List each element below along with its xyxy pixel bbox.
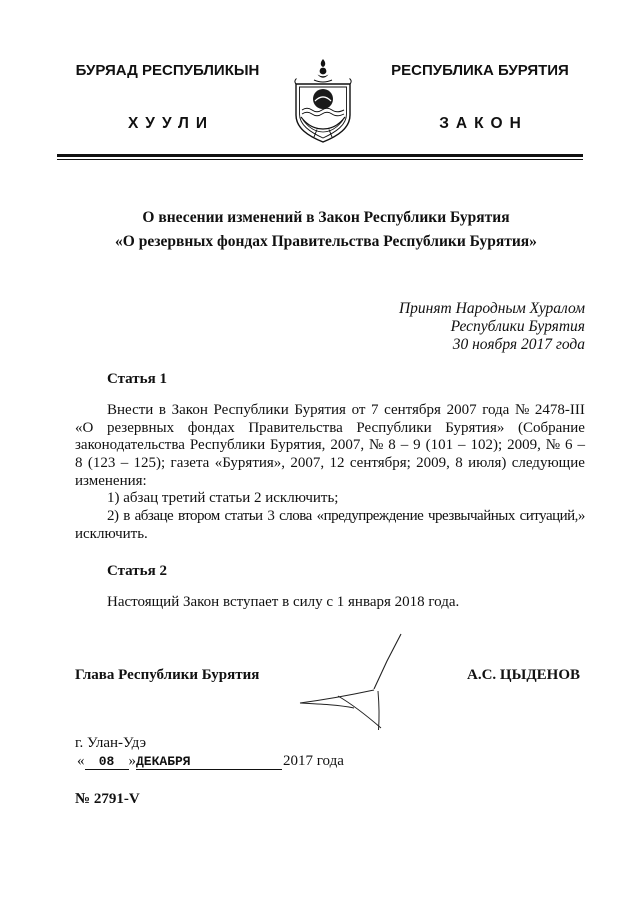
article-1-item-2 xyxy=(75,508,585,526)
word: 8 xyxy=(75,455,83,472)
word: № xyxy=(514,402,530,418)
adoption-line-2: Республики Бурятия xyxy=(450,318,585,335)
article-2-heading: Статья 2 xyxy=(107,563,167,579)
word: фондах xyxy=(187,419,235,436)
article-1-line xyxy=(75,402,585,420)
word: Внести xyxy=(107,402,154,418)
word: 125); xyxy=(133,455,166,472)
header-divider-thick xyxy=(57,154,583,157)
word: (101 xyxy=(425,437,454,454)
signatory-name: А.С. ЦЫДЕНОВ xyxy=(467,667,580,683)
word: от xyxy=(351,402,366,418)
word: «О xyxy=(75,419,94,436)
word: (Собрание xyxy=(517,419,585,436)
word: 2009, xyxy=(507,437,541,454)
word: газета xyxy=(170,455,210,472)
signing-date xyxy=(77,752,344,770)
word: ситуаций,» xyxy=(519,508,585,525)
word: 2009, xyxy=(416,455,450,472)
adoption-line-3: 30 ноября 2017 года xyxy=(452,336,585,353)
word: Республики xyxy=(213,402,289,418)
word: 2007 xyxy=(446,402,477,418)
word: (123 xyxy=(87,455,116,472)
word: года xyxy=(482,402,510,418)
adoption-line-1: Принят Народным Хуралом xyxy=(398,300,585,317)
word: резервных xyxy=(106,419,175,436)
word: – xyxy=(120,455,129,472)
word: 102); xyxy=(470,437,503,454)
word: Республики xyxy=(189,437,266,454)
word: 2007, xyxy=(290,455,325,472)
word: № xyxy=(369,437,384,454)
word: 7 xyxy=(371,402,379,418)
word: 6 xyxy=(565,437,573,454)
word: слова xyxy=(279,508,312,525)
article-1-line: изменения: xyxy=(75,472,147,489)
word: – xyxy=(458,437,466,454)
word: 8 xyxy=(455,455,463,472)
date-open-quote: « xyxy=(77,753,85,769)
word: чрезвычайных xyxy=(428,508,515,525)
word: втором xyxy=(177,508,220,525)
word: 2478-III xyxy=(534,402,585,418)
coat-of-arms-icon xyxy=(293,57,353,143)
signing-city: г. Улан-Удэ xyxy=(75,735,147,751)
article-1-line xyxy=(75,420,585,438)
article-1-body xyxy=(75,402,585,544)
article-1-item-1: 1) абзац третий статьи 2 исключить; xyxy=(107,490,339,507)
word: статьи xyxy=(224,508,263,525)
document-title xyxy=(66,206,586,254)
word: 3 xyxy=(267,508,275,525)
law-number: № 2791-V xyxy=(75,791,140,807)
word: Бурятия xyxy=(294,402,346,418)
word: 12 xyxy=(329,455,345,472)
header-left-title: БУРЯАД РЕСПУБЛИКЫН xyxy=(75,62,260,79)
handwritten-signature xyxy=(290,625,410,737)
article-1-item-2-continuation: исключить. xyxy=(75,525,148,542)
article-2-body xyxy=(75,594,585,612)
word: сентября xyxy=(384,402,441,418)
word: «Бурятия», xyxy=(214,455,286,472)
document-title-line-2: «О резервных фондах Правительства Республики Бурятия» xyxy=(115,233,537,250)
word: Бурятия» xyxy=(445,419,505,436)
signatory-position: Глава Республики Бурятия xyxy=(75,667,260,683)
word: в xyxy=(123,508,130,525)
word: 9 xyxy=(413,437,421,454)
word: 8 xyxy=(388,437,396,454)
word: Бурятия, xyxy=(270,437,326,454)
date-day: 08 xyxy=(85,754,129,770)
date-month: ДЕКАБРЯ xyxy=(136,754,282,770)
header-divider-thin xyxy=(57,159,583,160)
word: законодательства xyxy=(75,437,185,454)
article-1-line xyxy=(75,437,585,455)
document-title-line-1: О внесении изменений в Закон Республики Бурятия xyxy=(142,209,510,226)
date-year: 2017 года xyxy=(283,753,344,769)
word: 2007, xyxy=(330,437,365,454)
word: – xyxy=(400,437,409,454)
word: – xyxy=(577,437,585,454)
header-right-doc-type: ЗАКОН xyxy=(439,115,528,132)
word: «предупреждение xyxy=(316,508,424,525)
word: Республики xyxy=(356,419,432,436)
word: Правительства xyxy=(248,419,343,436)
date-close-quote: » xyxy=(128,753,136,769)
word: абзаце xyxy=(134,508,174,525)
adoption-note xyxy=(399,300,585,354)
word: сентября; xyxy=(349,455,411,472)
word: июля) xyxy=(468,455,507,472)
article-1-heading: Статья 1 xyxy=(107,371,167,387)
word: Закон xyxy=(171,402,208,418)
header-left-doc-type: ХУУЛИ xyxy=(127,115,215,132)
header-right-title: РЕСПУБЛИКА БУРЯТИЯ xyxy=(391,62,569,79)
word: 2) xyxy=(107,508,119,525)
word: в xyxy=(158,402,167,418)
word: № xyxy=(545,437,561,454)
article-1-line xyxy=(75,455,585,473)
word: следующие xyxy=(511,455,585,472)
article-2-line: Настоящий Закон вступает в силу с 1 января 2018 года. xyxy=(107,594,460,610)
